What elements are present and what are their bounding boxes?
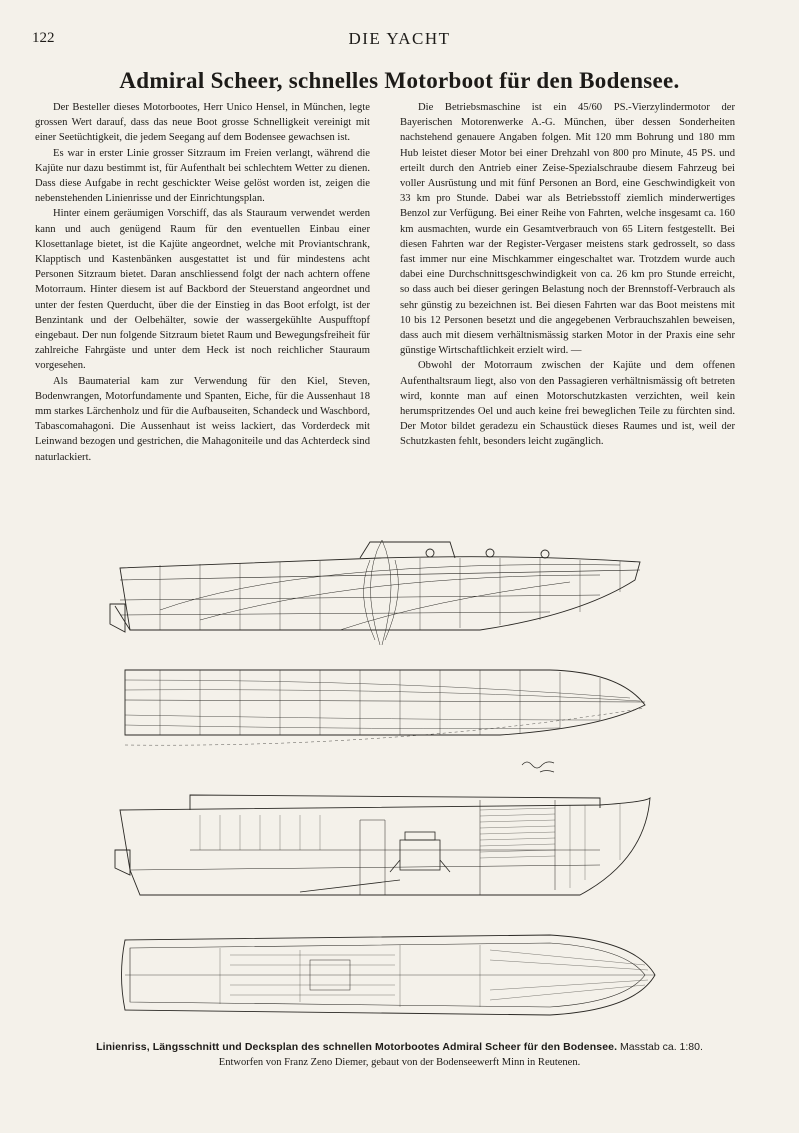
- paragraph: Hinter einem geräumigen Vorschiff, das als Stauraum verwendet werden kann und auch genügend Raum für den eventuellen Einbau einer Klosettanlage bietet, ist die Kajüte angeordnet, welche mit Proviantschrank, Klapptisch und Kastenbänken ausgestattet ist und für mindestens acht Personen Sitzraum bietet. Daran anschliessend folgt der nach achtern offene Motorraum. Hinter diesem ist auf Backbord der Steuerstand angeordnet und unter der festen Querducht, über die der Einstieg in das Boot erfolgt, ist der Benzintank und der Oelbehälter, sowie der wassergekühlte Auspufftopf eingebaut. Der nun folgende Sitzraum bietet Raum und Bewegungsfreiheit für zahlreiche Fahrgäste und unter dem Heck ist noch reichlicher Stauraum vorgesehen.: [35, 208, 370, 372]
- right-column: [400, 100, 735, 450]
- page-number: 122: [32, 30, 55, 46]
- paragraph: Der Besteller dieses Motorbootes, Herr Unico Hensel, in München, legte grossen Wert darauf, dass das neue Boot grosse Schnelligkeit vereinigt mit einer Seetüchtigkeit, die jedem Seegang auf dem Bodensee gewachsen ist.: [35, 102, 370, 144]
- paragraph: Obwohl der Motorraum zwischen der Kajüte und dem offenen Aufenthaltsraum liegt, also von den Passagieren verhältnismässig oft betreten wird, konnte man auf einen Motorschutzkasten verzichten, weil kein herumspritzendes Oel und auch keine frei beweglichen Teile zu fürchten sind. Der Motor bildet geradezu ein Schaustück dieses Raumes und ist, weil der Schutzkasten fehlt, besonders leicht zugänglich.: [400, 360, 735, 448]
- boat-drawings: [100, 520, 700, 1030]
- paragraph: Es war in erster Linie grosser Sitzraum im Freien verlangt, während die Kajüte nur dazu bestimmt ist, für Aufenthalt bei schlechtem Wetter zu dienen. Dass diese Aufgabe in recht geschickter Weise gelöst worden ist, zeigen die nebenstehenden Linienrisse und der Einrichtungsplan.: [35, 147, 370, 205]
- paragraph: Als Baumaterial kam zur Verwendung für den Kiel, Steven, Bodenwrangen, Motorfundamente und Spanten, Eiche, für die Aussenhaut 18 mm starkes Lärchenholz und für die Aufbauseiten, Schandeck und Waschbord, Tabascomahagoni. Die Aussenhaut ist weiss lackiert, das Vorderdeck mit Leinwand bezogen und gestrichen, die Mahagoniteile und das Achterdeck sind naturlackiert.: [35, 375, 370, 463]
- signature-mark: [522, 762, 554, 772]
- engine-drawing: [300, 832, 450, 892]
- deck-plan: [122, 935, 656, 1015]
- article-title: Admiral Scheer, schnelles Motorboot für den Bodensee.: [119, 68, 680, 93]
- figure-caption: [0, 1040, 799, 1070]
- running-head: DIE YACHT: [348, 29, 451, 48]
- caption-main: Linienriss, Längsschnitt und Decksplan des schnellen Motorbootes Admiral Scheer für den Bodensee.: [96, 1041, 618, 1053]
- paragraph: Die Betriebsmaschine ist ein 45/60 PS.-Vierzylindermotor der Bayerischen Motorenwerke A.-G. München, über dessen Sonderheiten nachstehend genauere Angaben folgen. Mit 120 mm Bohrung und 180 mm Hub leistet dieser Motor bei einer Drehzahl von 800 pro Minute, 45 PS. und erteilt durch den Antrieb einer Zeise-Spezialschraube diesem Fahrzeug bei voller Ausrüstung und mit fünf Personen an Bord, eine Geschwindigkeit von 33 km pro Stunde. Dabei war als Betriebsstoff ziemlich minderwertiges Benzol zur Verfügung. Bei einer Reihe von Fahrten, welche insgesamt ca. 160 km ausmachten, wurde ein Gesamtverbrauch von 65 Litern festgestellt. Bei diesen Fahrten war der Register-Vergaser meistens stark gedrosselt, so dass fast immer nur eine Mischkammer eingeschaltet war. Trotzdem wurde auch dabei eine Durchschnittsgeschwindigkeit von ca. 26 km pro Stunde erreicht, so dass auch bei dieser geringen Belastung noch der Brennstoff-Verbrauch als sehr günstig zu bezeichnen ist. Bei diesen Fahrten war das Boot meistens mit 10 bis 12 Personen besetzt und die angegebenen Verbrauchszahlen beweisen, dass auch mit diesem verhältnismässig starken Motor in der Praxis eine sehr günstige Wirtschaftlichkeit erzielt wird. —: [400, 102, 735, 357]
- profile-view: [110, 540, 640, 645]
- caption-scale: Masstab ca. 1:80.: [620, 1041, 703, 1053]
- caption-credit: Entworfen von Franz Zeno Diemer, gebaut von der Bodenseewerft Minn in Reutenen.: [218, 1057, 581, 1068]
- half-breadth-view: [125, 670, 645, 745]
- longitudinal-section: [115, 795, 650, 895]
- left-column: [35, 100, 370, 465]
